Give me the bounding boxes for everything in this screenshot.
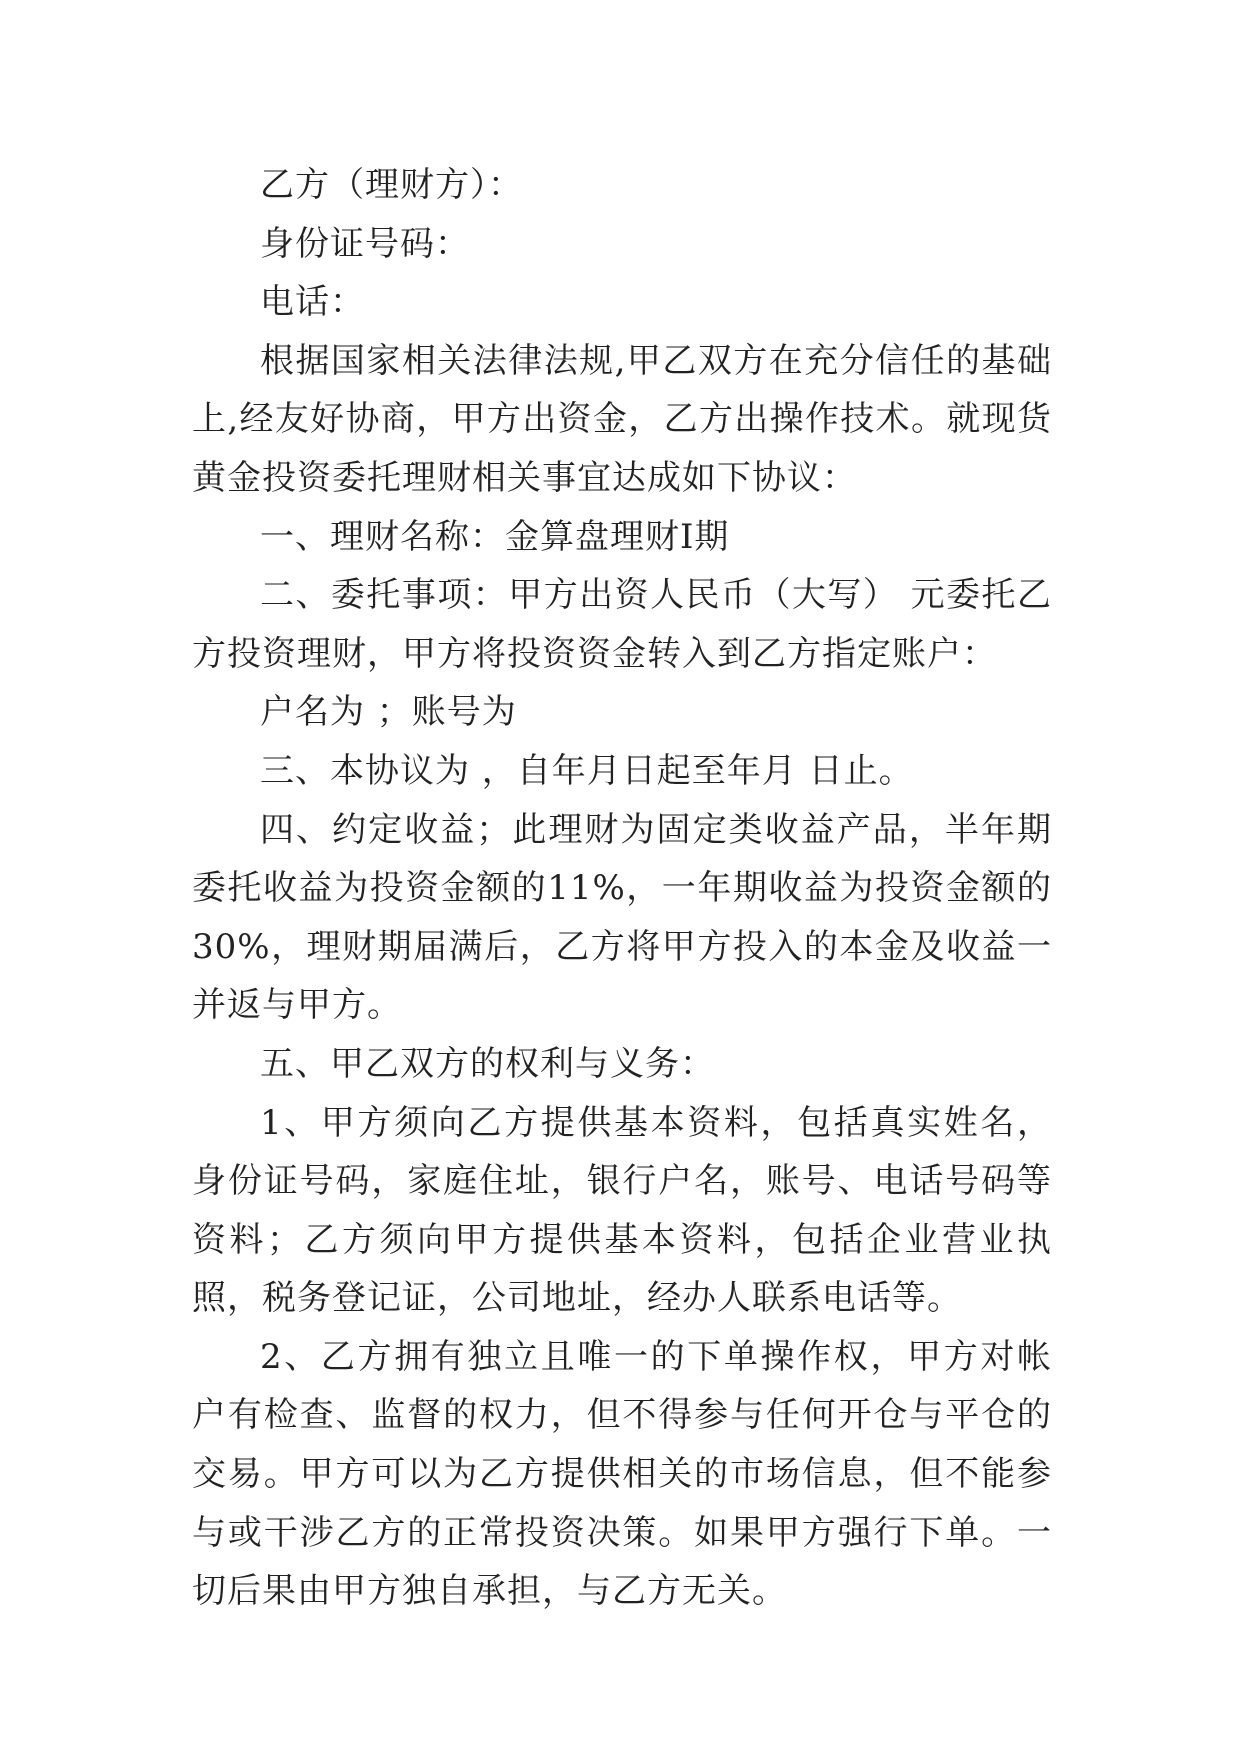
clause-5-heading: 五、甲乙双方的权利与义务： xyxy=(260,1043,715,1084)
phone-label: 电话： xyxy=(260,282,365,323)
clause-3-term: 三、本协议为 ，自年月日起至年月 日止。 xyxy=(260,750,914,791)
clause-1-product-name: 一、理财名称：金算盘理财Ⅰ期 xyxy=(260,516,730,557)
id-number-label: 身份证号码： xyxy=(260,223,470,264)
clause-5-item-1: 1、甲方须向乙方提供基本资料，包括真实姓名，身份证号码，家庭住址，银行户名，账号、电话号码等资料；乙方须向甲方提供基本资料，包括企业营业执照，税务登记证，公司地址，经办人联系电话等。 xyxy=(192,1102,1052,1319)
account-line: 户名为 ；账号为 xyxy=(260,692,517,733)
party-b-label: 乙方（理财方）： xyxy=(260,165,523,205)
clause-5-item-2: 2、乙方拥有独立且唯一的下单操作权，甲方对帐户有检查、监督的权力，但不得参与任何开仓与平仓的交易。甲方可以为乙方提供相关的市场信息，但不能参与或干涉乙方的正常投资决策。如果甲方强行下单。一切后果由甲方独自承担，与乙方无关。 xyxy=(192,1336,1052,1612)
clause-4-agreed-returns: 四、约定收益；此理财为固定类收益产品，半年期委托收益为投资金额的11%，一年期收益为投资金额的30%，理财期届满后，乙方将甲方投入的本金及收益一并返与甲方。 xyxy=(192,809,1052,1026)
preamble-paragraph: 根据国家相关法律法规,甲乙双方在充分信任的基础上,经友好协商，甲方出资金，乙方出操作技术。就现货黄金投资委托理财相关事宜达成如下协议： xyxy=(192,340,1052,498)
clause-2-entrusted-matters: 二、委托事项：甲方出资人民币（大写） 元委托乙方投资理财，甲方将投资资金转入到乙方指定账户： xyxy=(192,575,1052,674)
document-body xyxy=(192,156,1052,1621)
